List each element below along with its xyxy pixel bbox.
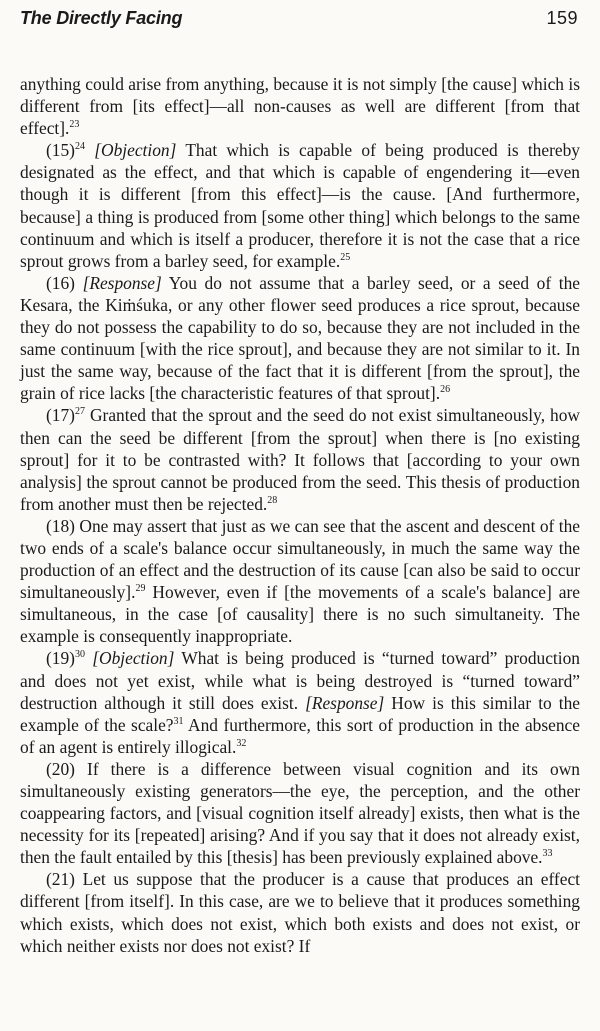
footnote-marker: 33: [542, 848, 553, 860]
paragraph-17: [20, 404, 580, 514]
objection-tag: [Objection]: [94, 140, 177, 161]
response-tag: [Response]: [305, 692, 385, 713]
paragraph-15: [20, 139, 580, 272]
footnote-marker: 27: [74, 406, 85, 418]
response-tag: [Response]: [82, 272, 162, 293]
paragraph-text: anything could arise from anything, because it is not simply [the cause] which is different from [its effect]—all non-causes as well are different [from that effect].: [20, 74, 580, 139]
paragraph-number: (15): [46, 140, 75, 161]
paragraph-18: [20, 515, 580, 648]
paragraph-text: One may assert that just as we can see that the ascent and descent of the two ends of a scale's balance occur simultaneously, in much the same way the production of an effect and the destruction of its cause [can also be said to occur simultaneously].: [20, 515, 580, 603]
body-text: [20, 73, 580, 957]
paragraph-text: Granted that the sprout and the seed do not exist simultaneously, how then can the seed be different [from the sprout] when there is [no existing sprout] for it to be contrasted with? It follows that [according to your own analysis] the sprout cannot be produced from the seed. This thesis of production from another must then be rejected.: [20, 405, 580, 514]
paragraph-text: If there is a difference between visual cognition and its own simultaneously existing generators—the eye, the perception, and the other coappearing factors, and [visual cognition itself already] exists, then what is the necessity for its [repeated] arising? And if you say that it does not already exist, then the fault entailed by this [thesis] has been previously explained above.: [20, 758, 580, 868]
paragraph-text: However, even if [the movements of a scale's balance] are simultaneous, in the case [of causality] there is no such simultaneity. The example is consequently inappropriate.: [20, 582, 580, 647]
footnote-marker: 30: [74, 649, 85, 661]
paragraph-text: And furthermore, this sort of production in the absence of an agent is entirely illogical.: [20, 714, 580, 757]
paragraph-text: Let us suppose that the producer is a cause that produces an effect different [from itself]. In this case, are we to believe that it produces something which exists, which does not exist, which both exists and does not exist, or which neither exists nor does not exist? If: [20, 869, 580, 956]
footnote-marker: 24: [74, 141, 85, 153]
paragraph-number: (16): [46, 272, 75, 293]
objection-tag: [Objection]: [92, 648, 175, 669]
footnote-marker: 32: [236, 738, 247, 750]
footnote-marker: 26: [440, 384, 451, 396]
footnote-marker: 31: [173, 715, 184, 727]
paragraph-continued: [20, 73, 580, 139]
paragraph-number: (19): [46, 648, 75, 669]
paragraph-number: (17): [46, 405, 75, 426]
paragraph-20: [20, 758, 580, 868]
paragraph-text: What is being produced is “turned toward” production and does not yet exist, while what is being destroyed is “turned toward” destruction although it still does exist.: [20, 648, 580, 713]
page-number: 159: [546, 8, 578, 28]
paragraph-text: You do not assume that a barley seed, or a seed of the Kesara, the Kiṁśuka, or any other flower seed produces a rice sprout, because they do not possess the capability to do so, because they are not included in the same continuum [with the rice sprout], and because they are not similar to it. In just the same way, because of the fact that it is different [from the sprout], the grain of rice lacks [the characteristic features of that sprout].: [20, 272, 580, 404]
paragraph-number: (18): [46, 515, 75, 536]
page-header: [20, 8, 578, 36]
paragraph-number: (21): [46, 869, 75, 890]
paragraph-19: [20, 647, 580, 757]
paragraph-text: That which is capable of being produced is thereby designated as the effect, and that which is capable of engendering it—even though it is different [from this effect]—is the cause. [And furthermore, because] a thing is produced from [some other thing] which belongs to the same continuum and which is itself a producer, therefore it is not the case that a rice sprout grows from a barley seed, for example.: [20, 140, 580, 271]
footnote-marker: 29: [135, 583, 146, 595]
paragraph-number: (20): [46, 758, 75, 779]
running-head: The Directly Facing: [20, 8, 183, 28]
paragraph-21: [20, 868, 580, 956]
paragraph-16: [20, 272, 580, 405]
footnote-marker: 25: [340, 251, 351, 263]
footnote-marker: 23: [69, 119, 80, 131]
paragraph-text: How is this similar to the example of the scale?: [20, 692, 580, 735]
footnote-marker: 28: [267, 494, 278, 506]
